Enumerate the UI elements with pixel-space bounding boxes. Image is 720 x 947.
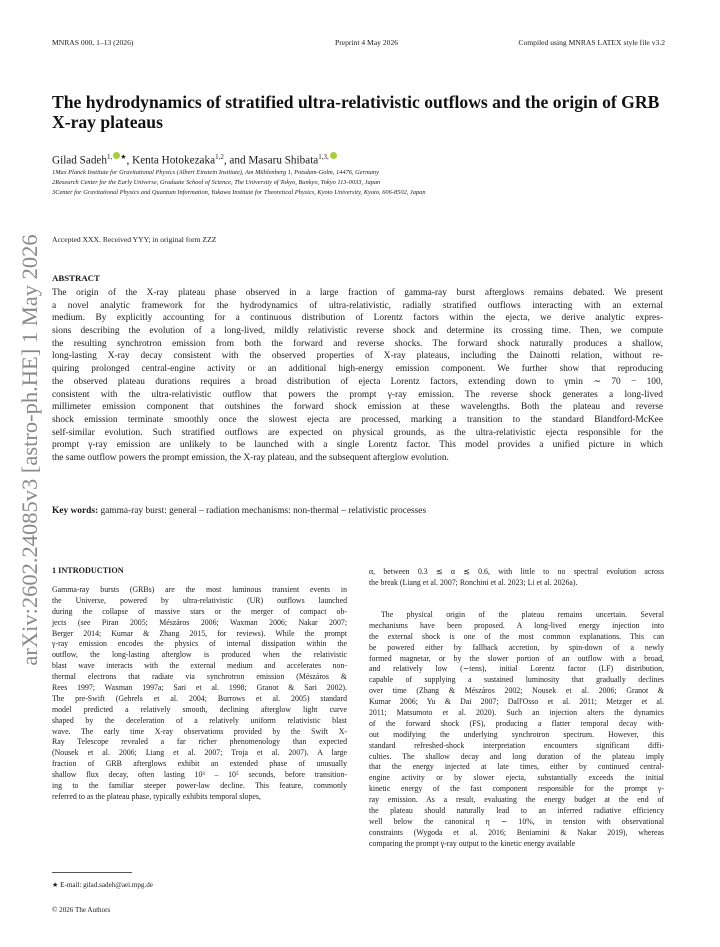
abstract-heading: ABSTRACT xyxy=(52,273,100,283)
abstract-line: The origin of the X-ray plateau phase observed in a large fraction of gamma-ray burst afterglows remains debated. We present xyxy=(52,288,663,298)
body-text-line: mechanisms have been proposed. A long-lived energy injection into xyxy=(369,620,664,630)
keywords-text: gamma-ray burst: general – radiation mechanisms: non-thermal – relativistic processes xyxy=(100,506,427,516)
abstract-line: medium. By explicitly accounting for a continuous distribution of Lorentz factors within the ejecta, we derive analytic expres- xyxy=(52,313,663,324)
body-text-line: 2011; Matsumoto et al. 2020). Such an injection alters the dynamics xyxy=(369,708,664,718)
body-text-line: wave. The early time X-ray observations provided by the Swift X- xyxy=(52,726,347,736)
abstract-line: the same outflow powers the prompt emission, the X-ray plateau, and the subsequent afterglow evolution. xyxy=(52,452,449,463)
abstract-line: millimeter emission component that outshines the forward shock emission at these wavelengths. Both the plateau and reverse xyxy=(52,402,663,413)
body-text-line: comparing the prompt γ-ray output to the kinetic energy available xyxy=(369,838,576,848)
affiliation: 3Center for Gravitational Physics and Quantum Information, Yukawa Institute for Theoretical Physics, Kyoto University, Kyoto, 606-8502, Japan xyxy=(52,189,426,196)
body-text-line: the Universe, powered by ultra-relativistic (UR) outflows launched xyxy=(52,595,347,605)
author-affil-marker: 1,3, xyxy=(318,153,329,161)
abstract-body xyxy=(52,287,663,465)
body-text-line: model predicted a relatively smooth, declining afterglow light curve xyxy=(52,704,347,714)
body-text-line: Rees 1997; Waxman 1997a; Sari et al. 1998; Granot & Sari 2002). xyxy=(52,683,347,693)
section-heading: 1 INTRODUCTION xyxy=(52,566,124,575)
intro-column-left xyxy=(52,585,347,803)
body-text-line: and relatively low (∼tens), initial Lorentz factor (LF) distribution, xyxy=(369,664,664,674)
abstract-line: self-similar evolution. Such stratified outflows are expected on physical grounds, as the ultra-relativistic ejecta responsible for the xyxy=(52,427,663,438)
body-text-line: ray emission. As a result, evaluating the energy budget at the end of xyxy=(369,795,664,805)
author-name[interactable]: Gilad Sadeh xyxy=(52,154,107,167)
body-text-line: γ-ray emission encodes the physics of internal dissipation within the xyxy=(52,639,347,649)
footnote-rule xyxy=(52,872,132,873)
preprint-date: Preprint 4 May 2026 xyxy=(335,38,399,47)
body-text-line: blast wave interacts with the external medium and accelerates non- xyxy=(52,661,347,671)
arxiv-stamp-text: arXiv:2602.24085v3 [astro-ph.HE] 1 May 2026 xyxy=(17,234,42,666)
abstract-line: quiring prolonged central-engine activity or an additional high-energy emission component. We further show that reproducing xyxy=(52,364,663,375)
body-text-line: out modifying the underlying synchrotron spectrum. However, this xyxy=(369,729,664,739)
body-text-line: be powered either by fallback accretion, by spin-down of a newly xyxy=(369,642,664,652)
body-text-line: over time (Zhang & Mészáros 2002; Nousek et al. 2006; Granot & xyxy=(369,686,664,696)
footnote-email: ★ E-mail: gilad.sadeh@aei.mpg.de xyxy=(52,881,153,889)
paper-title: The hydrodynamics of stratified ultra-relativistic outflows and the origin of GRB X-ray plateaus xyxy=(52,92,660,132)
journal-reference: MNRAS 000, 1–13 (2026) xyxy=(52,38,134,47)
body-text-line: culties. The shallow decay and long duration of the plateau imply xyxy=(369,751,664,761)
body-text-line: ing to the familiar steeper power-law decline. This feature, commonly xyxy=(52,781,347,791)
body-text-line: the break (Liang et al. 2007; Ronchini et al. 2023; Li et al. 2026a). xyxy=(369,577,578,587)
body-text-line: The physical origin of the plateau remains uncertain. Several xyxy=(381,610,664,619)
body-text-line: shallow flux decay, often lasting 10³ – 10⁵ seconds, before transition- xyxy=(52,770,347,780)
body-text-line: thermal electrons that radiate via synchrotron emission (Mészáros & xyxy=(52,672,347,682)
abstract-line: shock emission terminate smoothly once the slowest ejecta are processed, marking a transition to the standard Blandford-McKee xyxy=(52,414,663,425)
abstract-line: the resulting synchrotron emission from both the forward and reverse shocks. The forward shock naturally produces a shallow, xyxy=(52,338,663,349)
body-text-line: Kumar 2006; Yu & Dai 2007; Dall'Osso et al. 2011; Metzger et al. xyxy=(369,697,664,707)
abstract-line: prompt γ-ray emission are unlikely to be launched with a single Lorentz factor. This model provides a unified picture in which xyxy=(52,440,663,451)
body-text-line: engine activity or by slower ejecta, substantially exceeds the initial xyxy=(369,773,664,783)
abstract-line: sions describing the evolution of a long-lived, mildly relativistic reverse shock and determine its crossing time. Then, we compute xyxy=(52,326,663,337)
body-text-line: the external shock is one of the most common explanations. This can xyxy=(369,631,664,641)
body-text-line: that the energy injected at late times, either by continued central- xyxy=(369,762,664,772)
body-text-line: standard refreshed-shock interpretation encounters significant diffi- xyxy=(369,740,664,750)
author-affil-marker: 1, xyxy=(107,153,113,161)
intro-column-right-top xyxy=(369,567,664,589)
affiliation: 2Research Center for the Early Universe, Graduate School of Science, The University of Tokyo, Bunkyo, Tokyo 113-0033, Japan xyxy=(52,179,381,186)
abstract-line: consistent with the ultra-relativistic outflow that powers the prompt γ-ray emission. The reverse shock generates a long-lived xyxy=(52,389,663,400)
body-text-line: of the forward shock (FS), producing a flatter temporal decay with- xyxy=(369,718,664,728)
author-name[interactable]: , Kenta Hotokezaka xyxy=(126,154,216,167)
abstract-line: a novel analytic framework for the hydrodynamics of ultra-relativistic, radially stratified outflows interacting with an external xyxy=(52,300,663,311)
author-list xyxy=(52,152,337,167)
author-name[interactable]: , and Masaru Shibata xyxy=(223,154,319,167)
compiled-note: Compiled using MNRAS LATEX style file v3.2 xyxy=(518,38,665,47)
intro-column-right xyxy=(369,610,664,850)
body-text-line: kinetic energy of the fast component responsible for the prompt γ- xyxy=(369,784,664,794)
abstract-line: the observed plateau durations requires a broad distribution of ejecta Lorentz factors, extending down to γmin ∼ 70 − 100, xyxy=(52,376,663,387)
body-text-line: well below the canonical η ∼ 10%, in tension with observational xyxy=(369,816,664,826)
body-text-line: constraints (Wygoda et al. 2016; Beniamini & Nakar 2019), whereas xyxy=(369,827,664,837)
body-text-line: referred to as the plateau phase, typically exhibits temporal slopes, xyxy=(52,791,261,801)
body-text-line: The pre-Swift (Gehrels et al. 2004; Burrows et al. 2005) standard xyxy=(52,693,347,703)
body-text-line: Ray Telescope revealed a far richer phenomenology than expected xyxy=(52,737,347,747)
keywords xyxy=(52,506,426,516)
body-text-line: fraction of GRB afterglows exhibit an extended phase of unusually xyxy=(52,759,347,769)
received-dates: Accepted XXX. Received YYY; in original form ZZZ xyxy=(52,235,217,244)
footnote-marker: ★ xyxy=(120,153,127,161)
body-text-line: jects (see Piran 2005; Mészáros 2006; Waxman 2006; Nakar 2007; xyxy=(52,617,347,627)
body-text-line: the plateau should naturally lead to an inferred radiative efficiency xyxy=(369,806,664,816)
body-text-line: formed magnetar, or by the slower portion of an outflow with a broad, xyxy=(369,653,664,663)
keywords-label: Key words: xyxy=(52,506,99,516)
body-text-line: Berger 2014; Kumar & Zhang 2015, for reviews). While the prompt xyxy=(52,628,347,638)
orcid-icon[interactable] xyxy=(330,152,337,159)
arxiv-stamp xyxy=(10,235,50,665)
body-text-line: (Nousek et al. 2006; Liang et al. 2007; Troja et al. 2007). A large xyxy=(52,748,347,758)
body-text-line: outflow, the long-lasting afterglow is produced when the relativistic xyxy=(52,650,347,660)
body-text-line: Gamma-ray bursts (GRBs) are the most luminous transient events in xyxy=(52,585,347,594)
body-text-line: during the collapse of massive stars or the merger of compact ob- xyxy=(52,606,347,616)
body-text-line: α, between 0.3 ≲ α ≲ 0.6, with little to no spectral evolution across xyxy=(369,567,664,576)
author-affil-marker: 1,2 xyxy=(215,153,224,161)
body-text-line: shaped by the deceleration of a relatively uniform relativistic blast xyxy=(52,715,347,725)
body-text-line: capable of supplying a sustained luminosity that gradually declines xyxy=(369,675,664,685)
abstract-line: long-lasting X-ray decay consistent with the observed properties of X-ray plateaus, including the Dainotti relation, without re- xyxy=(52,351,663,362)
copyright: © 2026 The Authors xyxy=(52,906,111,914)
affiliation: 1Max Planck Institute for Gravitational Physics (Albert Einstein Institute), Am Mühlenberg 1, Potsdam-Golm, 14476, Germany xyxy=(52,169,379,176)
